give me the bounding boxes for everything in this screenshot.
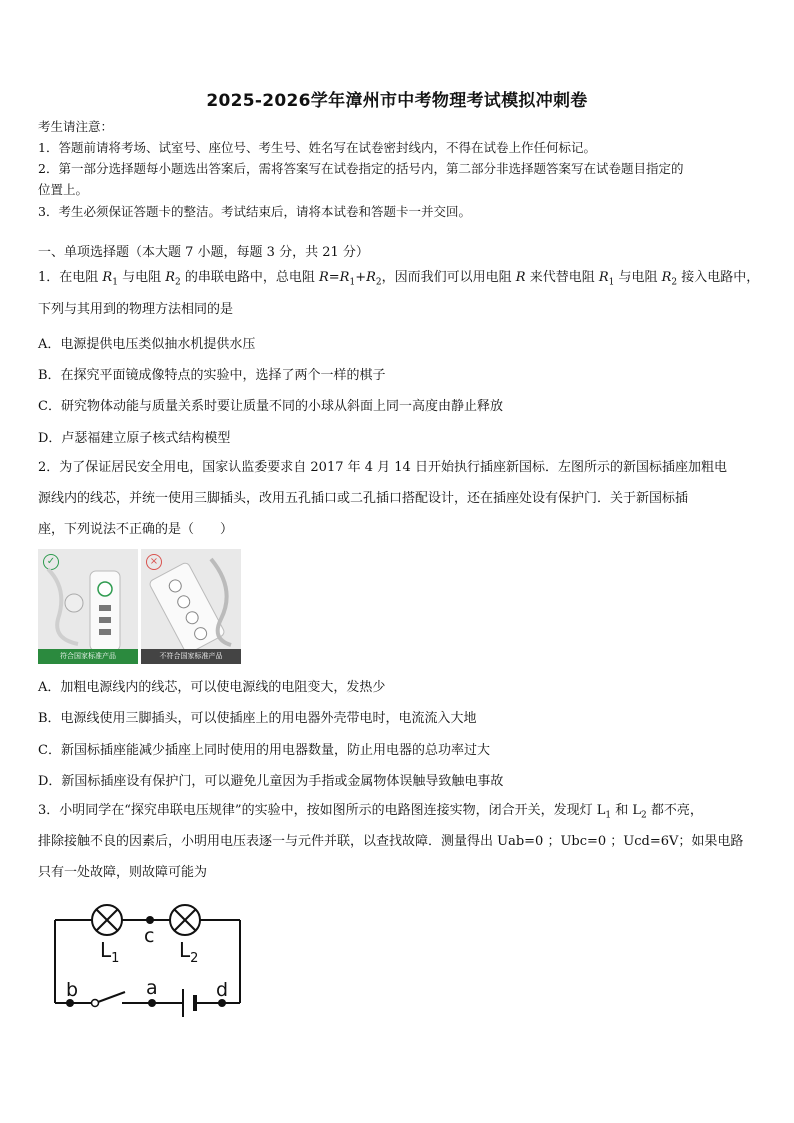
label-d: d [216,979,229,1001]
junction-c [146,916,154,924]
check-icon: ✓ [43,554,59,570]
q2-option-b: B．电源线使用三脚插头，可以使插座上的用电器外壳带电时，电流流入大地 [38,711,477,726]
socket-illustration-right [141,549,241,649]
notice-item-3: 3．考生必须保证答题卡的整洁。考试结束后，请将本试卷和答题卡一并交回。 [38,204,471,219]
q1-stem-line2: 下列与其用到的物理方法相同的是 [38,302,234,317]
lamp-l2-icon [170,905,200,935]
notice-item-2: 2．第一部分选择题每小题选出答案后，需将答案写在试卷指定的括号内，第二部分非选择题答案写在试卷题目指定的 [38,161,684,176]
q3-stem-line1: 3．小明同学在“探究串联电压规律”的实验中，按如图所示的电路图连接实物，闭合开关，发现灯 $L_1$ 和 $L_2$ 都不亮， [38,803,703,821]
q1-option-c: C．研究物体动能与质量关系时要让质量不同的小球从斜面上同一高度由静止释放 [38,399,503,414]
caption-compliant: 符合国家标准产品 [38,649,138,664]
q1-option-a: A．电源提供电压类似抽水机提供水压 [38,337,256,352]
label-c: c [144,925,155,947]
lamp-l1-icon [92,905,122,935]
q2-option-c: C．新国标插座能减少插座上同时使用的用电器数量，防止用电器的总功率过大 [38,743,490,758]
q2-stem-line1: 2．为了保证居民安全用电，国家认监委要求自 2017 年 4 月 14 日开始执行插座新国标．左图所示的新国标插座加粗电 [38,460,727,475]
q1-stem-line1: 1．在电阻 $R_1$ 与电阻 $R_2$ 的串联电路中，总电阻 $R=R_1+R_2$，因而我们可以用电阻 R 来代替电阻 $R_1$ 与电阻 $R_2$ 接入电路中， [38,270,760,288]
compliant-socket-photo [38,549,138,664]
q3-stem-line3: 只有一处故障，则故障可能为 [38,865,208,880]
section-heading: 一、单项选择题（本大题 7 小题，每题 3 分，共 21 分） [38,245,369,260]
notice-item-2-cont: 位置上。 [38,182,89,197]
q1-option-d: D．卢瑟福建立原子核式结构模型 [38,431,231,446]
label-l2: $L_2$ [179,938,199,966]
caption-noncompliant: 不符合国家标准产品 [141,649,241,664]
switch-icon [66,992,156,1007]
q2-option-d: D．新国标插座设有保护门，可以避免儿童因为手指或金属物体误触导致触电事故 [38,774,504,789]
q2-stem-line2: 源线内的线芯，并统一使用三脚插头，改用五孔插口或二孔插口搭配设计，还在插座处设有保护门．关于新国标插 [38,491,689,506]
noncompliant-socket-photo [141,549,241,664]
label-b: b [66,979,79,1001]
label-l1: $L_1$ [100,938,120,966]
cross-icon: × [146,554,162,570]
notice-item-1: 1．答题前请将考场、试室号、座位号、考生号、姓名写在试卷密封线内，不得在试卷上作任何标记。 [38,140,596,155]
label-a: a [146,977,158,999]
socket-illustration-left [38,549,138,649]
q2-option-a: A．加粗电源线内的线芯，可以使电源线的电阻变大，发热少 [38,680,386,695]
notice-heading: 考生请注意： [38,119,114,134]
q3-stem-line2: 排除接触不良的因素后，小明用电压表逐一与元件并联，以查找故障．测量得出 Uab=0 ；Ubc=0 ；Ucd=6V；如果电路 [38,834,744,849]
q2-stem-line3: 座，下列说法不正确的是（ ） [38,522,234,537]
circuit-diagram [40,895,260,1030]
q1-option-b: B．在探究平面镜成像特点的实验中，选择了两个一样的棋子 [38,368,386,383]
page-title: 2025-2026学年漳州市中考物理考试模拟冲刺卷 [206,91,588,111]
